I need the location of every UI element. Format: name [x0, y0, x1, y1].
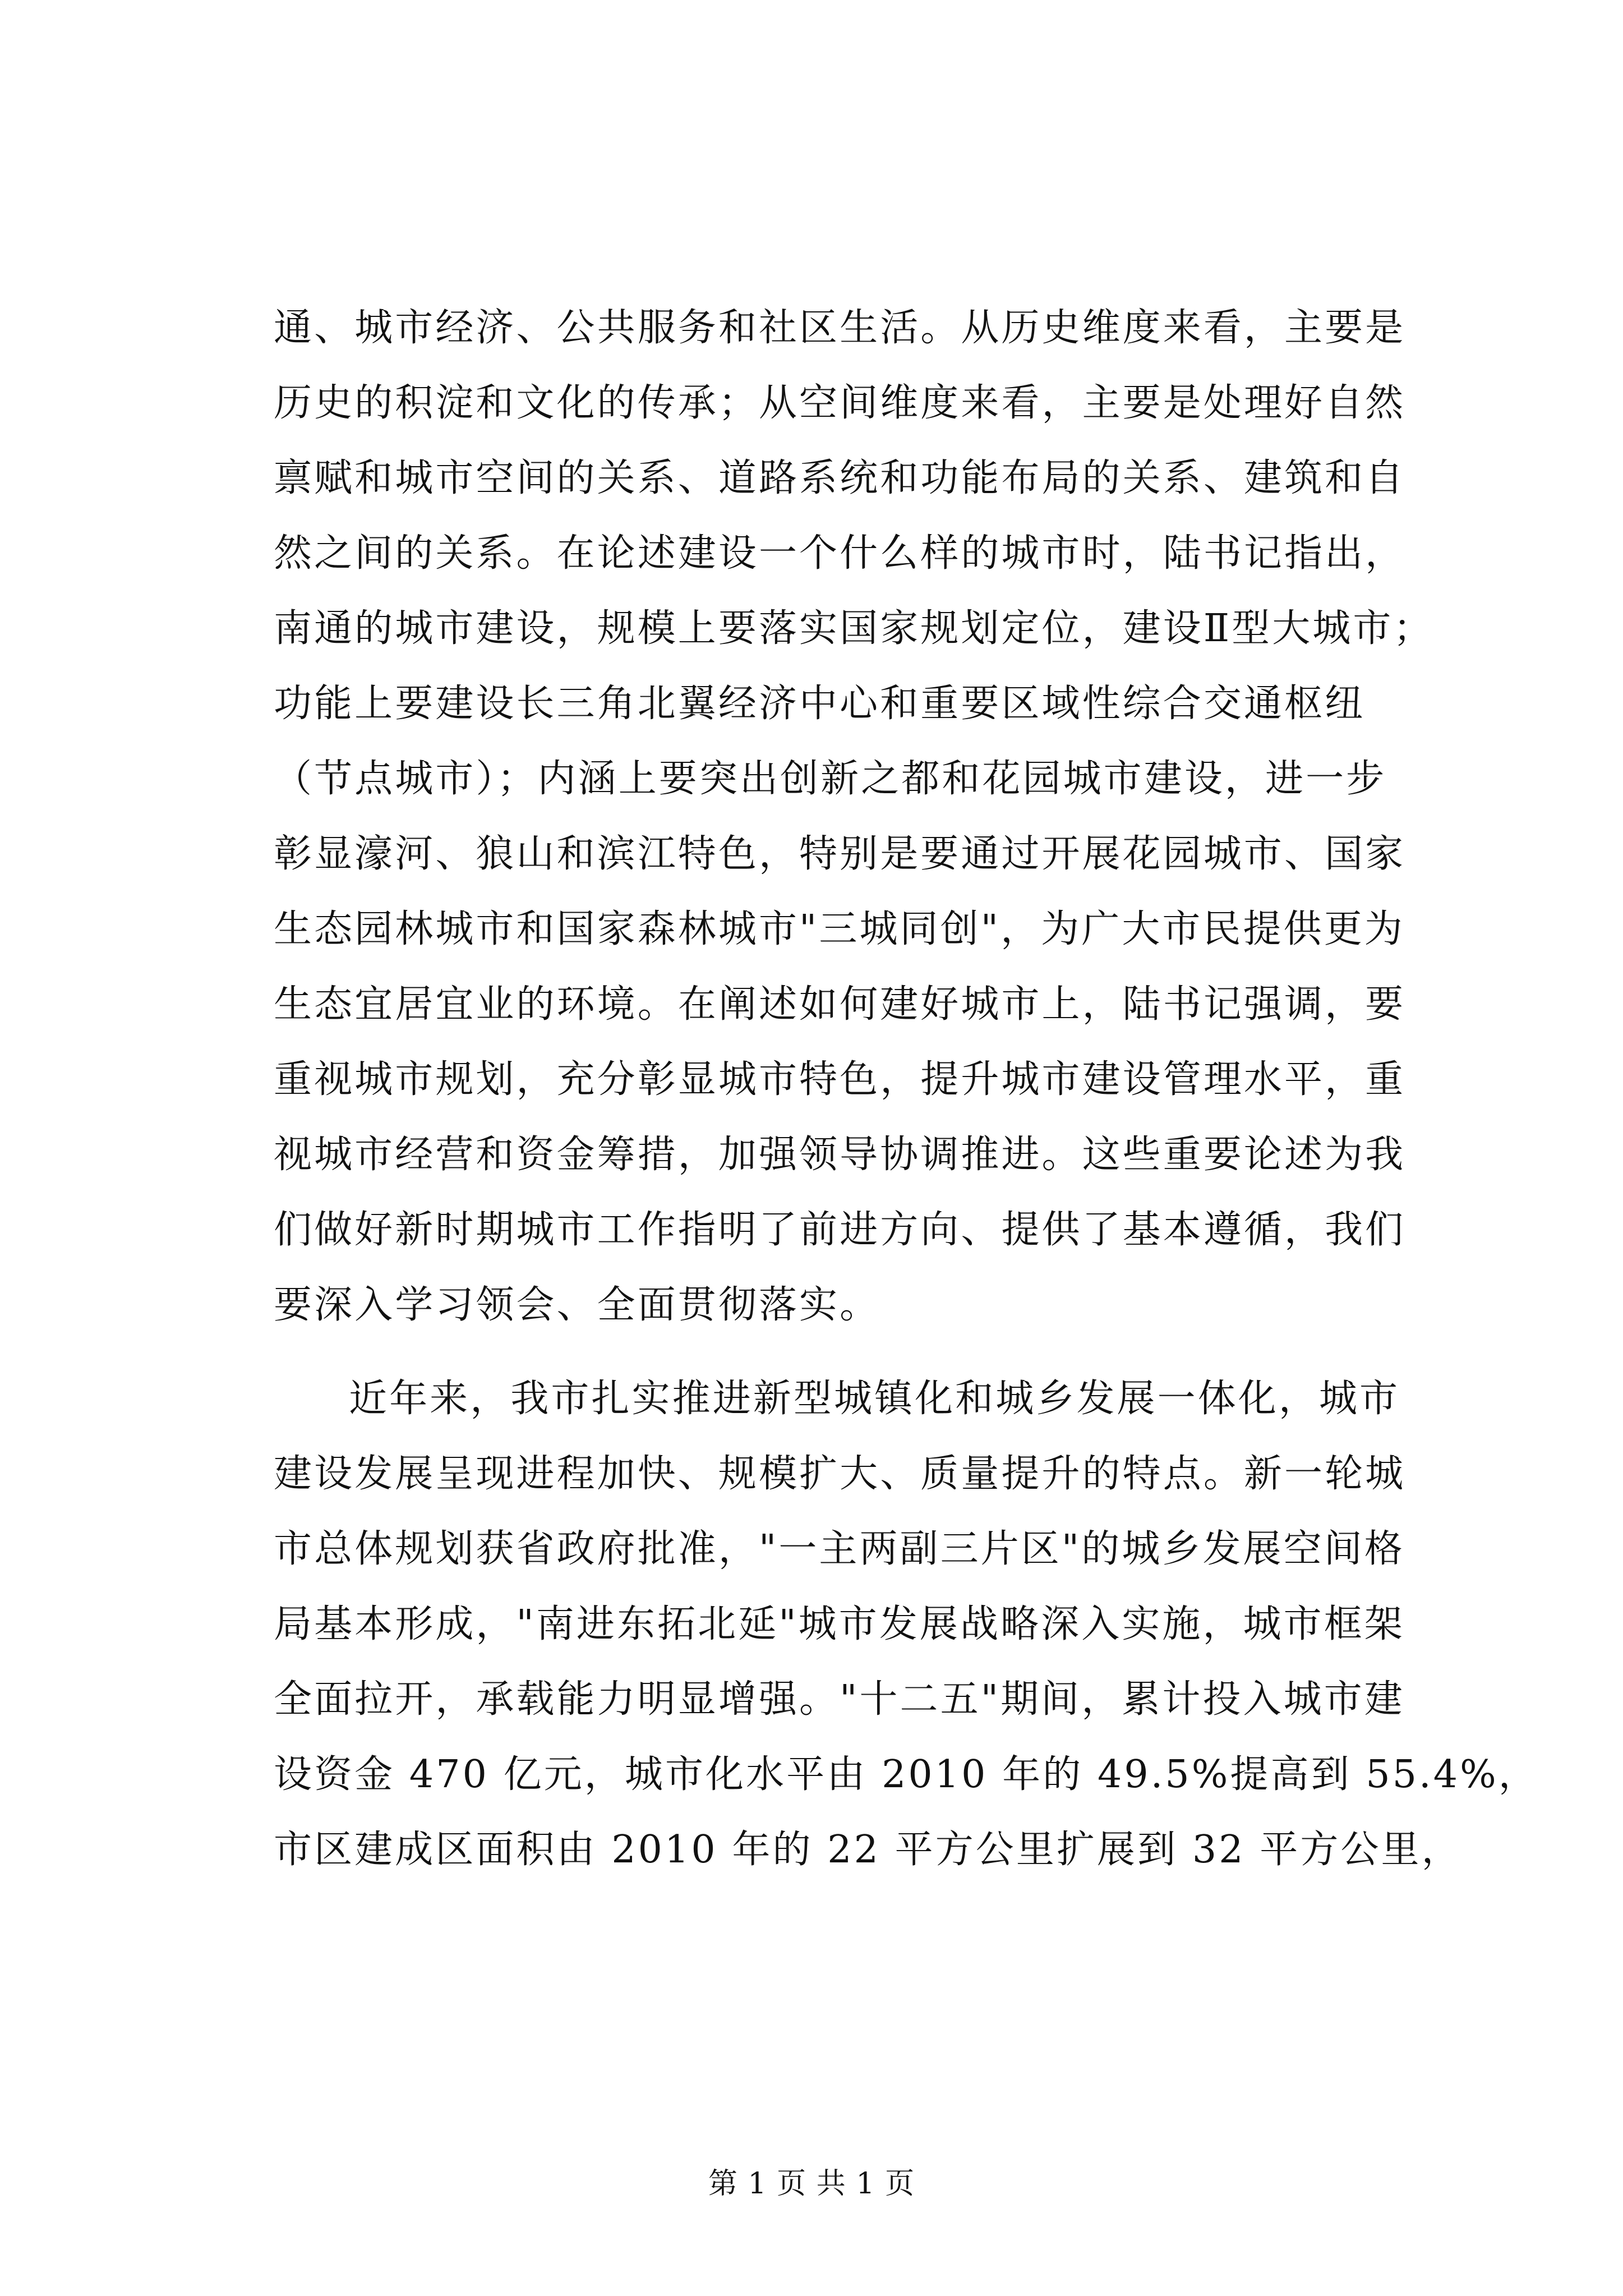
text-line: 视城市经营和资金筹措，加强领导协调推进。这些重要论述为我	[274, 1133, 1406, 1177]
text-line: 建设发展呈现进程加快、规模扩大、质量提升的特点。新一轮城	[274, 1452, 1406, 1496]
text-line: 设资金 470 亿元，城市化水平由 2010 年的 49.5%提高到 55.4%，	[274, 1752, 1539, 1797]
text-line: 然之间的关系。在论述建设一个什么样的城市时，陆书记指出，	[274, 531, 1406, 576]
text-line: 通、城市经济、公共服务和社区生活。从历史维度来看，主要是	[274, 306, 1406, 350]
text-line: （节点城市）；内涵上要突出创新之都和花园城市建设，进一步	[274, 757, 1387, 801]
text-line: 历史的积淀和文化的传承；从空间维度来看，主要是处理好自然	[274, 381, 1406, 425]
text-line: 市总体规划获省政府批准，"一主两副三片区"的城乡发展空间格	[274, 1527, 1405, 1571]
text-line: 要深入学习领会、全面贯彻落实。	[274, 1283, 880, 1327]
text-line: 局基本形成，"南进东拓北延"城市发展战略深入实施，城市框架	[274, 1602, 1405, 1646]
text-line: 市区建成区面积由 2010 年的 22 平方公里扩展到 32 平方公里，	[274, 1828, 1462, 1872]
text-line: 功能上要建设长三角北翼经济中心和重要区域性综合交通枢纽	[274, 682, 1366, 726]
text-line: 生态宜居宜业的环境。在阐述如何建好城市上，陆书记强调，要	[274, 982, 1406, 1027]
text-line: 彰显濠河、狼山和滨江特色，特别是要通过开展花园城市、国家	[274, 832, 1406, 876]
text-line: 全面拉开，承载能力明显增强。"十二五"期间，累计投入城市建	[274, 1677, 1405, 1722]
paragraph-first-line: 近年来，我市扎实推进新型城镇化和城乡发展一体化，城市	[349, 1377, 1400, 1421]
text-line: 生态园林城市和国家森林城市"三城同创"，为广大市民提供更为	[274, 907, 1405, 951]
text-line: 们做好新时期城市工作指明了前进方向、提供了基本遵循，我们	[274, 1208, 1406, 1252]
text-line: 重视城市规划，充分彰显城市特色，提升城市建设管理水平，重	[274, 1057, 1406, 1102]
text-line: 禀赋和城市空间的关系、道路系统和功能布局的关系、建筑和自	[274, 456, 1406, 500]
text-line: 南通的城市建设，规模上要落实国家规划定位，建设Ⅱ型大城市；	[274, 606, 1434, 651]
page-number-footer: 第 1 页 共 1 页	[708, 2167, 915, 2201]
